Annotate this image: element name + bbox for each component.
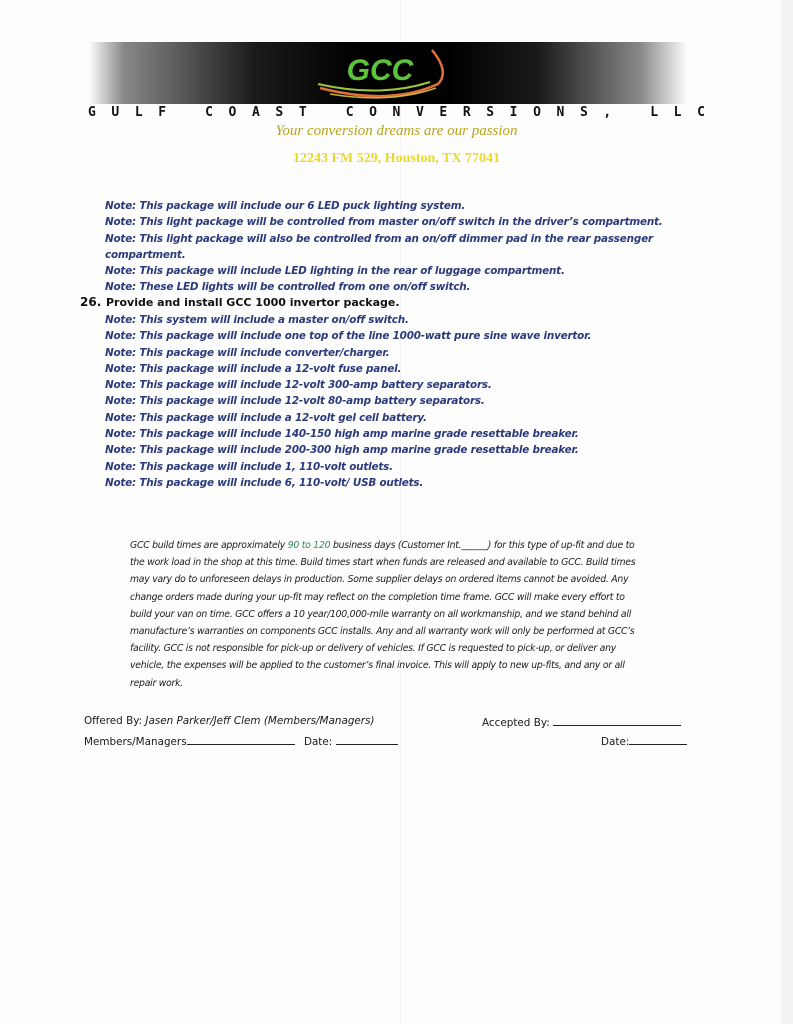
note-line: Note: This package will include a 12-volt fuse panel. [105,362,402,375]
note-line: Note: This package will include converter/charger. [105,346,390,359]
note-line: Note: This package will include a 12-volt gel cell battery. [105,411,427,424]
offered-by-names: Jasen Parker/Jeff Clem (Members/Managers) [145,715,375,727]
note-line: Note: This package will include 12-volt 80-amp battery separators. [105,395,485,408]
members-signature-line[interactable] [187,733,295,745]
terms-line [130,537,710,554]
company-address: 12243 FM 529, Houston, TX 77041 [292,151,501,166]
note-line: Note: This package will include 12-volt 300-amp battery separators. [105,379,492,392]
note-line: Note: This system will include a master on/off switch. [105,314,409,326]
note-line: Note: This package will include 140-150 high amp marine grade resettable breaker. [105,428,579,441]
terms-paragraph [130,537,710,692]
note-line: compartment. [105,248,186,261]
invertor-notes [105,312,705,491]
accepted-date [601,733,687,749]
members-label: Members/Managers [84,736,187,748]
members-signature-row [84,733,398,749]
date-line[interactable] [336,733,398,745]
accepted-by [482,714,681,730]
note-line: Note: This light package will be controlled from master on/off switch in the driver’s compartment. [105,216,663,229]
terms-line: build your van on time. GCC offers a 10 year/100,000-mile warranty on all workmanship, and we stand behind all [130,608,632,620]
line-item-26 [80,295,700,310]
terms-line: manufacture’s warranties on components GCC installs. Any and all warranty work will only be performed at GCC’s [130,625,635,637]
note-line: Note: These LED lights will be controlled from one on/off switch. [105,281,471,294]
terms-prefix: GCC build times are approximately [130,540,288,551]
company-name: GULF COAST CONVERSIONS, LLC [88,105,721,120]
note-line: Note: This package will include 1, 110-volt outlets. [105,460,393,473]
terms-line: change orders made during your up-fit may reflect on the completion time frame. GCC will make every effort to [130,591,625,603]
lighting-notes [105,198,705,296]
terms-after-highlight: business days (Customer Int.______) for this type of up-fit and due to [330,540,635,551]
accepted-by-line[interactable] [553,714,681,726]
terms-line: may vary do to unforeseen delays in production. Some supplier delays on ordered items cannot be avoided. Any [130,574,629,586]
offered-by [84,714,375,728]
accepted-by-label: Accepted By: [482,717,554,729]
gcc-logo [310,44,460,104]
logo-text: GCC [346,54,414,87]
terms-line: repair work. [130,677,183,689]
item-number: 26. [80,295,102,309]
note-line: Note: This package will include 6, 110-volt/ USB outlets. [105,476,424,489]
note-line: Note: This package will include our 6 LED puck lighting system. [105,200,466,212]
note-line: Note: This package will include one top of the line 1000-watt pure sine wave invertor. [105,330,592,343]
offered-by-label: Offered By: [84,715,146,727]
build-time-highlight: 90 to 120 [287,540,331,551]
accepted-date-line[interactable] [629,733,687,745]
tagline: Your conversion dreams are our passion [275,123,518,139]
note-line: Note: This light package will also be controlled from an on/off dimmer pad in the rear passenger [105,232,653,245]
note-line: Note: This package will include 200-300 high amp marine grade resettable breaker. [105,444,579,457]
note-line: Note: This package will include LED lighting in the rear of luggage compartment. [105,265,565,278]
terms-line: vehicle, the expenses will be applied to the customer’s final invoice. This will apply to new up-fits, and any or all [130,660,625,672]
terms-line: the work load in the shop at this time. Build times start when funds are released and available to GCC. Build times [130,557,636,569]
terms-line: facility. GCC is not responsible for pick-up or delivery of vehicles. If GCC is requested to pick-up, or deliver any [130,643,616,655]
date-label: Date: [303,736,336,748]
item-title: Provide and install GCC 1000 invertor package. [106,296,400,309]
date-label-right: Date: [601,736,630,748]
